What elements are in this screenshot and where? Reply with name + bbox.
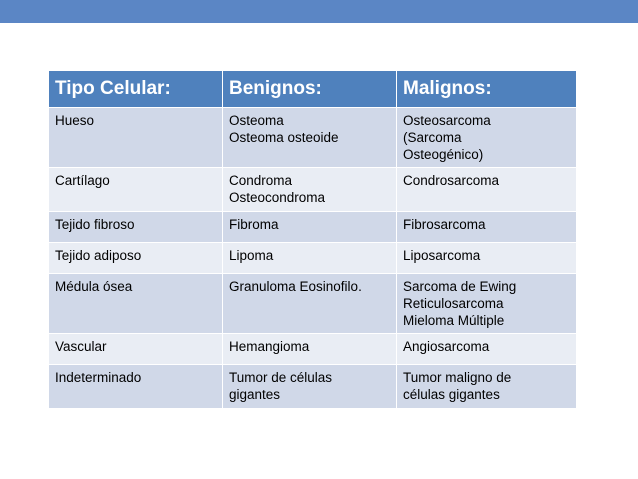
cell-line: Lipoma bbox=[229, 248, 274, 263]
cell-malignos bbox=[397, 168, 577, 212]
cell-line: Hemangioma bbox=[229, 339, 310, 354]
cell-line: Osteosarcoma bbox=[403, 113, 491, 128]
cell-benignos bbox=[223, 274, 397, 334]
cell-tipo: Tejido fibroso bbox=[49, 212, 223, 243]
cell-malignos bbox=[397, 334, 577, 365]
cell-line: Osteoma osteoide bbox=[229, 130, 339, 145]
cell-line: gigantes bbox=[229, 387, 281, 402]
table-row bbox=[49, 212, 577, 243]
table-row bbox=[49, 168, 577, 212]
cell-line: Liposarcoma bbox=[403, 248, 481, 263]
cell-malignos bbox=[397, 108, 577, 168]
cell-tipo: Médula ósea bbox=[49, 274, 223, 334]
cell-line: Fibrosarcoma bbox=[403, 217, 486, 232]
cell-benignos bbox=[223, 168, 397, 212]
cell-line: Osteoma bbox=[229, 113, 284, 128]
cell-malignos bbox=[397, 243, 577, 274]
cell-line: Granuloma Eosinofilo. bbox=[229, 279, 362, 294]
header-malignos: Malignos: bbox=[397, 71, 577, 108]
table-row bbox=[49, 334, 577, 365]
cell-line: Angiosarcoma bbox=[403, 339, 490, 354]
cell-line: Sarcoma de Ewing bbox=[403, 279, 517, 294]
cell-line: Tumor maligno de bbox=[403, 370, 512, 385]
top-accent-bar bbox=[0, 0, 638, 23]
cell-benignos bbox=[223, 334, 397, 365]
table-row bbox=[49, 274, 577, 334]
cell-malignos bbox=[397, 212, 577, 243]
cell-line: Mieloma Múltiple bbox=[403, 313, 505, 328]
cell-tipo: Cartílago bbox=[49, 168, 223, 212]
cell-line: Condroma bbox=[229, 173, 293, 188]
cell-line: Reticulosarcoma bbox=[403, 296, 504, 311]
table-row bbox=[49, 108, 577, 168]
cell-malignos bbox=[397, 365, 577, 409]
header-tipo-celular: Tipo Celular: bbox=[49, 71, 223, 108]
cell-tipo: Tejido adiposo bbox=[49, 243, 223, 274]
cell-line: Fibroma bbox=[229, 217, 279, 232]
cell-malignos bbox=[397, 274, 577, 334]
cell-benignos bbox=[223, 365, 397, 409]
cell-tipo: Vascular bbox=[49, 334, 223, 365]
table-row bbox=[49, 365, 577, 409]
cell-line: (Sarcoma bbox=[403, 130, 462, 145]
cell-line: Condrosarcoma bbox=[403, 173, 500, 188]
cell-line: Osteogénico) bbox=[403, 147, 484, 162]
cell-line: Tumor de células bbox=[229, 370, 333, 385]
cell-tipo: Hueso bbox=[49, 108, 223, 168]
cell-tipo: Indeterminado bbox=[49, 365, 223, 409]
cell-line: células gigantes bbox=[403, 387, 500, 402]
header-benignos: Benignos: bbox=[223, 71, 397, 108]
cell-benignos bbox=[223, 243, 397, 274]
table-row bbox=[49, 243, 577, 274]
cell-benignos bbox=[223, 108, 397, 168]
cell-benignos bbox=[223, 212, 397, 243]
bone-tumor-classification-table bbox=[48, 70, 577, 409]
table-header-row bbox=[49, 71, 577, 108]
cell-line: Osteocondroma bbox=[229, 190, 326, 205]
